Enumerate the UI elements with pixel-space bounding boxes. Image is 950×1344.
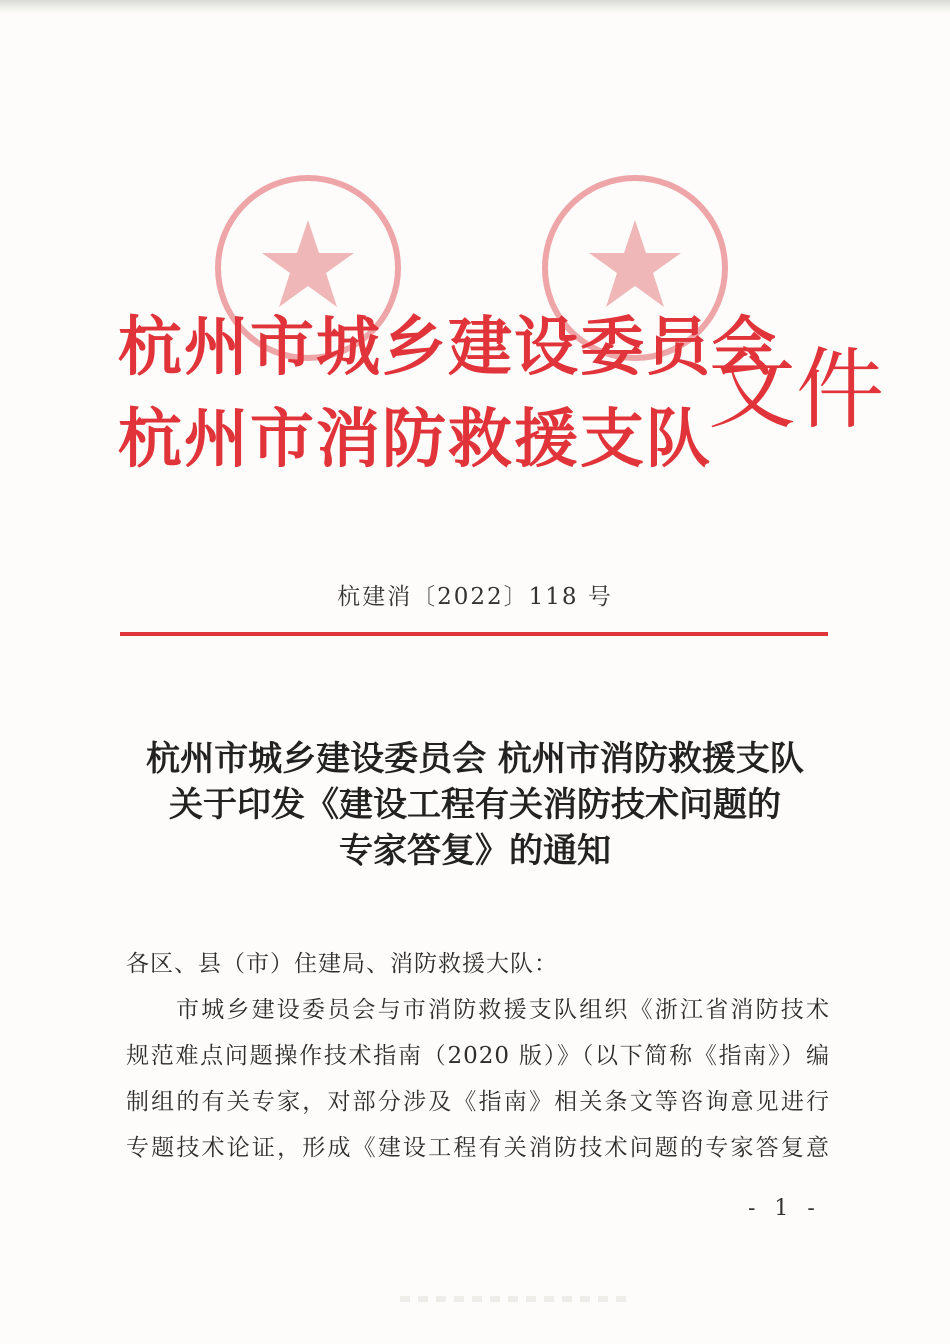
- salutation: 各区、县（市）住建局、消防救援大队：: [126, 951, 558, 977]
- body-line: 制组的有关专家，对部分涉及《指南》相关条文等咨询意见进行: [126, 1089, 830, 1115]
- header-org-line-1: 杭州市城乡建设委员会: [118, 310, 778, 385]
- body-line: 专题技术论证，形成《建设工程有关消防技术问题的专家答复意: [126, 1135, 830, 1161]
- bleed-through-marks: [400, 1296, 630, 1302]
- header-org-line-2: 杭州市消防救援支队: [118, 402, 712, 477]
- title-line-3: 专家答复》的通知: [339, 831, 611, 871]
- seal-star-icon: [262, 220, 354, 307]
- document-number: 杭建消〔2022〕118 号: [337, 584, 613, 610]
- scan-edge: [0, 0, 950, 14]
- page-number: - 1 -: [748, 1196, 821, 1221]
- title-line-1: 杭州市城乡建设委员会 杭州市消防救援支队: [146, 739, 804, 779]
- header-doc-type: 文件: [708, 338, 885, 441]
- body-line: 市城乡建设委员会与市消防救援支队组织《浙江省消防技术: [176, 997, 830, 1023]
- body-line: 规范难点问题操作技术指南（2020 版）》（以下简称《指南》）编: [126, 1043, 830, 1069]
- red-divider: [120, 632, 828, 636]
- title-line-2: 关于印发《建设工程有关消防技术问题的: [169, 785, 781, 825]
- seal-star-icon: [589, 220, 681, 307]
